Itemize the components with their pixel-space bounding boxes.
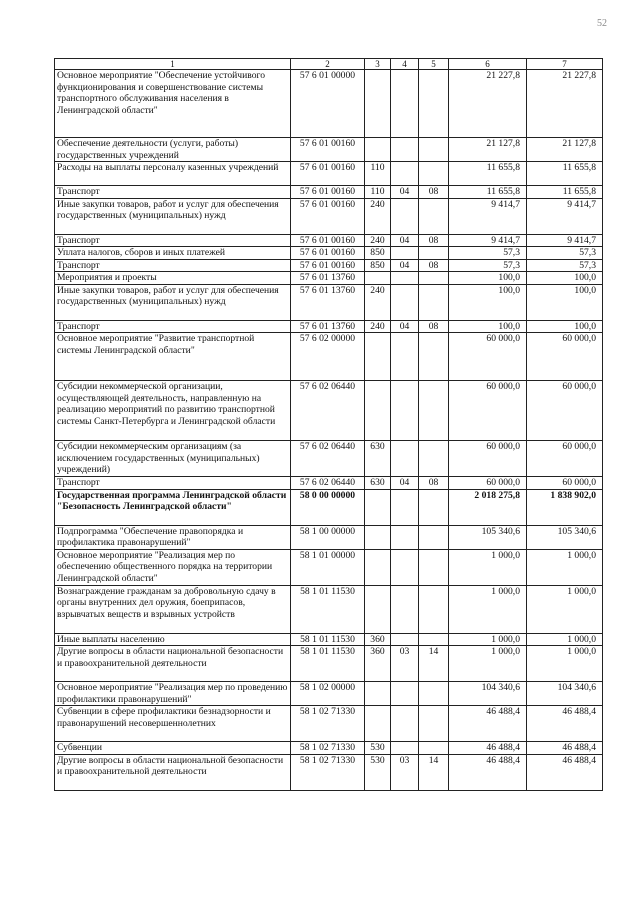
row-value-2: 21 127,8 [527,138,603,162]
row-pr [419,247,449,260]
table-row [55,441,603,477]
row-value-2: 1 838 902,0 [527,489,603,525]
row-name: Транспорт [55,259,291,272]
row-value-2: 60 000,0 [527,333,603,381]
row-rz [391,198,419,234]
row-vr [365,585,391,633]
row-name: Транспорт [55,234,291,247]
budget-table [54,58,603,791]
table-row [55,646,603,682]
row-code: 58 1 01 00000 [291,549,365,585]
row-code: 57 6 01 00160 [291,198,365,234]
row-code: 57 6 01 13760 [291,272,365,285]
page-number: 52 [597,18,607,29]
row-vr: 530 [365,754,391,790]
table-row [55,489,603,525]
row-value-1: 60 000,0 [449,381,527,441]
row-value-1: 60 000,0 [449,333,527,381]
row-pr: 08 [419,259,449,272]
row-value-1: 105 340,6 [449,525,527,549]
row-name: Транспорт [55,186,291,199]
row-pr [419,585,449,633]
row-pr: 08 [419,186,449,199]
table-row [55,549,603,585]
row-value-1: 1 000,0 [449,633,527,646]
row-vr [365,138,391,162]
row-name: Другие вопросы в области национальной безопасности и правоохранительной деятельности [55,754,291,790]
row-value-1: 100,0 [449,272,527,285]
row-value-1: 2 018 275,8 [449,489,527,525]
row-value-1: 57,3 [449,259,527,272]
row-vr: 630 [365,477,391,490]
table-row [55,198,603,234]
row-value-2: 100,0 [527,284,603,320]
row-code: 58 1 02 71330 [291,754,365,790]
row-pr [419,742,449,755]
row-name: Субвенции в сфере профилактики безнадзорности и правонарушений несовершеннолетних [55,706,291,742]
row-value-1: 100,0 [449,320,527,333]
row-name: Основное мероприятие "Обеспечение устойчивого функционирования и совершенствование системы транспортного обслуживания населения в Ленинградской области" [55,70,291,138]
table-row [55,284,603,320]
table-row [55,742,603,755]
row-value-2: 46 488,4 [527,742,603,755]
row-code: 57 6 01 00160 [291,234,365,247]
header-cell: 4 [391,59,419,70]
row-vr [365,525,391,549]
table-row [55,706,603,742]
table-row [55,585,603,633]
row-vr: 240 [365,198,391,234]
row-value-1: 9 414,7 [449,234,527,247]
row-value-2: 46 488,4 [527,754,603,790]
row-pr [419,284,449,320]
row-value-1: 60 000,0 [449,477,527,490]
row-rz [391,549,419,585]
row-vr: 240 [365,284,391,320]
row-value-1: 100,0 [449,284,527,320]
row-code: 57 6 02 06440 [291,441,365,477]
row-vr: 240 [365,320,391,333]
row-code: 57 6 02 06440 [291,381,365,441]
row-code: 58 1 00 00000 [291,525,365,549]
table-row [55,272,603,285]
row-vr [365,549,391,585]
header-cell: 7 [527,59,603,70]
row-value-2: 1 000,0 [527,646,603,682]
row-rz: 04 [391,477,419,490]
row-code: 57 6 01 00000 [291,70,365,138]
row-value-2: 21 227,8 [527,70,603,138]
row-pr [419,381,449,441]
row-name: Обеспечение деятельности (услуги, работы) государственных учреждений [55,138,291,162]
row-rz [391,706,419,742]
row-pr [419,198,449,234]
row-value-2: 9 414,7 [527,198,603,234]
table-header-row [55,59,603,70]
row-name: Иные закупки товаров, работ и услуг для обеспечения государственных (муниципальных) нужд [55,198,291,234]
row-name: Расходы на выплаты персоналу казенных учреждений [55,162,291,186]
row-rz: 03 [391,646,419,682]
row-code: 57 6 01 00160 [291,259,365,272]
row-name: Подпрограмма "Обеспечение правопорядка и профилактика правонарушений" [55,525,291,549]
row-rz: 04 [391,320,419,333]
row-value-1: 21 227,8 [449,70,527,138]
row-value-1: 11 655,8 [449,186,527,199]
row-name: Другие вопросы в области национальной безопасности и правоохранительной деятельности [55,646,291,682]
row-value-2: 46 488,4 [527,706,603,742]
row-vr: 110 [365,186,391,199]
row-name: Основное мероприятие "Развитие транспортной системы Ленинградской области" [55,333,291,381]
row-pr [419,489,449,525]
row-value-2: 60 000,0 [527,381,603,441]
table-row [55,381,603,441]
row-value-1: 57,3 [449,247,527,260]
row-name: Субсидии некоммерческой организации, осуществляющей деятельность, направленную на реализацию мероприятий по развитию транспортной системы Санкт-Петербурга и Ленинградской области [55,381,291,441]
row-value-2: 57,3 [527,247,603,260]
row-pr [419,441,449,477]
table-row [55,477,603,490]
table-row [55,333,603,381]
row-rz [391,162,419,186]
row-rz [391,284,419,320]
row-pr [419,162,449,186]
row-pr [419,333,449,381]
row-value-1: 1 000,0 [449,646,527,682]
row-value-2: 1 000,0 [527,633,603,646]
row-code: 57 6 01 00160 [291,162,365,186]
row-pr: 14 [419,646,449,682]
row-value-1: 60 000,0 [449,441,527,477]
row-vr [365,70,391,138]
row-code: 58 1 02 71330 [291,742,365,755]
row-pr: 14 [419,754,449,790]
header-cell: 3 [365,59,391,70]
row-rz [391,441,419,477]
row-rz [391,682,419,706]
row-name: Транспорт [55,320,291,333]
row-value-2: 1 000,0 [527,585,603,633]
row-value-2: 104 340,6 [527,682,603,706]
row-pr: 08 [419,234,449,247]
row-value-1: 46 488,4 [449,706,527,742]
row-code: 58 1 01 11530 [291,585,365,633]
row-pr [419,682,449,706]
table-row [55,633,603,646]
row-value-2: 100,0 [527,320,603,333]
row-rz [391,70,419,138]
header-cell: 1 [55,59,291,70]
row-rz [391,333,419,381]
row-pr [419,138,449,162]
row-rz [391,489,419,525]
row-value-2: 60 000,0 [527,441,603,477]
row-value-1: 21 127,8 [449,138,527,162]
row-vr: 530 [365,742,391,755]
row-value-1: 1 000,0 [449,549,527,585]
row-value-2: 105 340,6 [527,525,603,549]
row-value-1: 46 488,4 [449,742,527,755]
row-vr [365,489,391,525]
row-name: Вознаграждение гражданам за добровольную сдачу в органы внутренних дел оружия, боеприпасов, взрывчатых веществ и взрывных устройств [55,585,291,633]
row-vr [365,682,391,706]
row-rz [391,633,419,646]
table-row [55,247,603,260]
table-row [55,682,603,706]
row-vr: 850 [365,247,391,260]
row-code: 57 6 02 06440 [291,477,365,490]
header-cell: 6 [449,59,527,70]
table-row [55,138,603,162]
row-pr [419,706,449,742]
row-value-2: 57,3 [527,259,603,272]
table-row [55,162,603,186]
row-rz: 04 [391,234,419,247]
row-name: Субсидии некоммерческим организациям (за исключением государственных (муниципальных) учреждений) [55,441,291,477]
row-code: 57 6 01 13760 [291,320,365,333]
row-rz: 03 [391,754,419,790]
row-rz [391,272,419,285]
row-code: 57 6 02 00000 [291,333,365,381]
row-name: Иные выплаты населению [55,633,291,646]
row-value-1: 11 655,8 [449,162,527,186]
row-vr: 360 [365,646,391,682]
row-pr [419,70,449,138]
row-value-2: 60 000,0 [527,477,603,490]
row-name: Основное мероприятие "Реализация мер по обеспечению общественного порядка на территории Ленинградской области" [55,549,291,585]
row-vr [365,381,391,441]
row-vr: 630 [365,441,391,477]
row-name: Государственная программа Ленинградской области "Безопасность Ленинградской области" [55,489,291,525]
row-vr [365,333,391,381]
row-name: Транспорт [55,477,291,490]
header-cell: 5 [419,59,449,70]
row-vr: 850 [365,259,391,272]
row-rz [391,247,419,260]
row-value-1: 1 000,0 [449,585,527,633]
row-code: 58 1 01 11530 [291,646,365,682]
row-vr: 360 [365,633,391,646]
row-pr [419,549,449,585]
row-pr [419,272,449,285]
row-code: 58 1 01 11530 [291,633,365,646]
table-row [55,754,603,790]
row-rz: 04 [391,259,419,272]
row-code: 58 1 02 71330 [291,706,365,742]
row-value-1: 9 414,7 [449,198,527,234]
table-row [55,320,603,333]
table-row [55,525,603,549]
row-rz: 04 [391,186,419,199]
row-rz [391,585,419,633]
row-value-2: 100,0 [527,272,603,285]
row-name: Мероприятия и проекты [55,272,291,285]
row-rz [391,525,419,549]
row-pr: 08 [419,477,449,490]
row-vr: 240 [365,234,391,247]
row-pr [419,525,449,549]
row-code: 57 6 01 13760 [291,284,365,320]
row-name: Субвенции [55,742,291,755]
table-row [55,259,603,272]
row-name: Иные закупки товаров, работ и услуг для обеспечения государственных (муниципальных) нужд [55,284,291,320]
table-row [55,186,603,199]
row-name: Уплата налогов, сборов и иных платежей [55,247,291,260]
row-value-2: 11 655,8 [527,186,603,199]
row-name: Основное мероприятие "Реализация мер по проведению профилактики правонарушений" [55,682,291,706]
row-code: 58 0 00 00000 [291,489,365,525]
row-value-2: 11 655,8 [527,162,603,186]
row-code: 57 6 01 00160 [291,247,365,260]
row-value-1: 46 488,4 [449,754,527,790]
row-pr [419,633,449,646]
row-code: 58 1 02 00000 [291,682,365,706]
table-row [55,70,603,138]
row-vr [365,272,391,285]
row-rz [391,742,419,755]
row-rz [391,138,419,162]
header-cell: 2 [291,59,365,70]
table-row [55,234,603,247]
row-code: 57 6 01 00160 [291,138,365,162]
row-value-1: 104 340,6 [449,682,527,706]
row-vr [365,706,391,742]
row-value-2: 9 414,7 [527,234,603,247]
row-pr: 08 [419,320,449,333]
row-vr: 110 [365,162,391,186]
row-value-2: 1 000,0 [527,549,603,585]
row-code: 57 6 01 00160 [291,186,365,199]
row-rz [391,381,419,441]
